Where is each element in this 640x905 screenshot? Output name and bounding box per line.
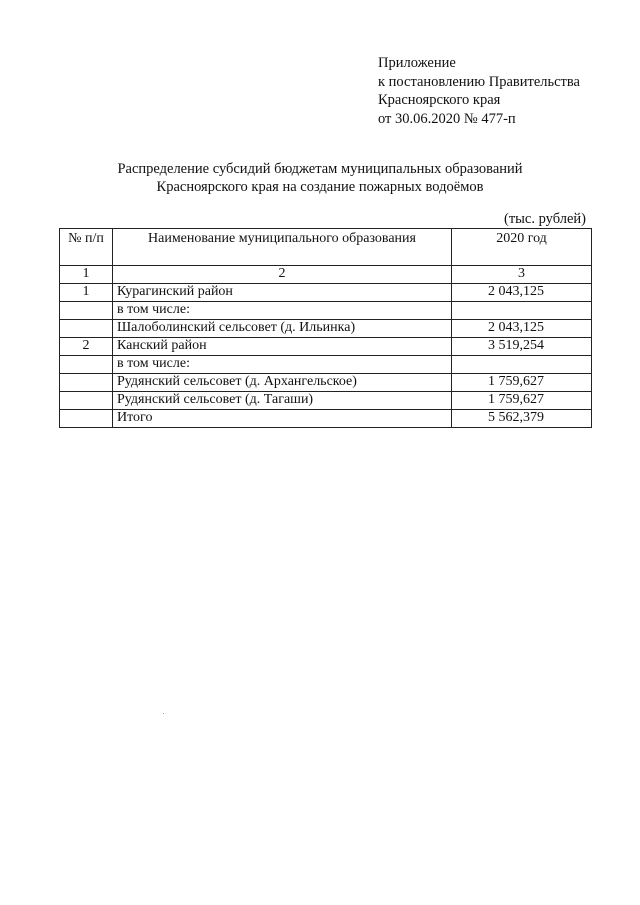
header-year: 2020 год <box>452 229 592 266</box>
row-value: 2 043,125 <box>452 284 592 302</box>
row-name: Шалоболинский сельсовет (д. Ильинка) <box>113 320 452 338</box>
appendix-block <box>378 54 580 128</box>
appendix-line-2: к постановлению Правительства <box>378 73 580 90</box>
subsidy-table <box>59 228 592 428</box>
table-row <box>60 320 592 338</box>
column-number-3: 3 <box>452 266 592 284</box>
table-row-total <box>60 410 592 428</box>
row-name: в том числе: <box>113 356 452 374</box>
row-number: 1 <box>60 284 113 302</box>
row-value <box>452 302 592 320</box>
table-row <box>60 338 592 356</box>
units-label: (тыс. рублей) <box>504 211 586 227</box>
table-header-row <box>60 229 592 266</box>
row-value: 2 043,125 <box>452 320 592 338</box>
appendix-line-4: от 30.06.2020 № 477-п <box>378 110 516 127</box>
row-name: Рудянский сельсовет (д. Архангельское) <box>113 374 452 392</box>
row-name: в том числе: <box>113 302 452 320</box>
appendix-line-3: Красноярского края <box>378 92 501 108</box>
row-number <box>60 374 113 392</box>
row-name: Рудянский сельсовет (д. Тагаши) <box>113 392 452 410</box>
title-line-1: Распределение субсидий бюджетам муниципальных образований <box>117 161 523 177</box>
row-number <box>60 320 113 338</box>
row-value: 3 519,254 <box>452 338 592 356</box>
scan-speck <box>163 713 164 714</box>
row-number <box>60 302 113 320</box>
header-number: № п/п <box>60 229 113 266</box>
row-number <box>60 392 113 410</box>
column-number-row <box>60 266 592 284</box>
row-number: 2 <box>60 338 113 356</box>
header-name: Наименование муниципального образования <box>113 229 452 266</box>
table-row <box>60 356 592 374</box>
row-value <box>452 356 592 374</box>
row-name: Курагинский район <box>113 284 452 302</box>
row-name: Итого <box>113 410 452 428</box>
table-row <box>60 302 592 320</box>
row-number <box>60 356 113 374</box>
document-title <box>0 160 640 196</box>
appendix-line-1: Приложение <box>378 55 456 71</box>
row-value: 1 759,627 <box>452 374 592 392</box>
column-number-1: 1 <box>60 266 113 284</box>
table-row <box>60 284 592 302</box>
table-row <box>60 374 592 392</box>
title-line-2: Красноярского края на создание пожарных водоёмов <box>156 179 484 195</box>
table-row <box>60 392 592 410</box>
column-number-2: 2 <box>113 266 452 284</box>
row-number <box>60 410 113 428</box>
row-name: Канский район <box>113 338 452 356</box>
row-value: 1 759,627 <box>452 392 592 410</box>
row-value: 5 562,379 <box>452 410 592 428</box>
